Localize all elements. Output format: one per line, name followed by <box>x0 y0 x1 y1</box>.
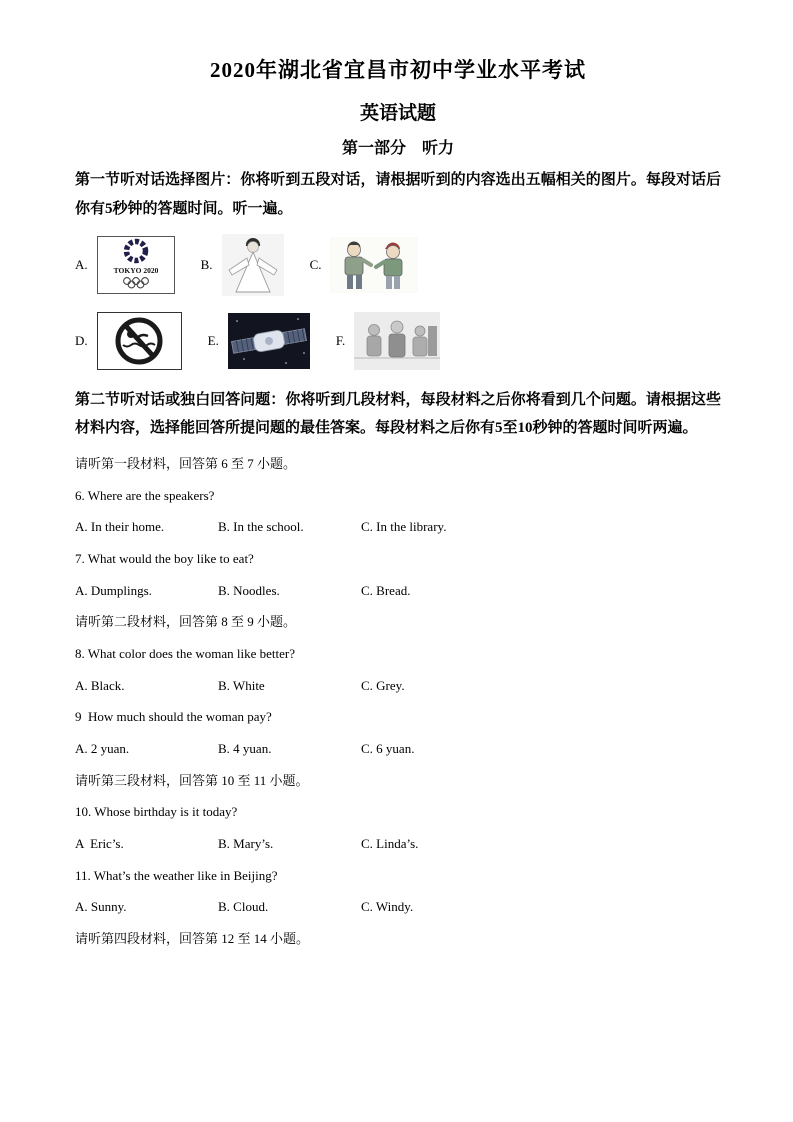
question-7-option-a: A. Dumplings. <box>75 582 152 598</box>
question-7: 7. What would the boy like to eat? <box>75 551 254 567</box>
tokyo-2020-olympics-image <box>97 236 175 294</box>
picture-option-b-label: B. <box>200 256 213 272</box>
prompt-section-4: 请听第四段材料，回答第 12 至 14 小题。 <box>75 930 310 946</box>
question-11-option-b: B. Cloud. <box>218 899 269 915</box>
white-costume-figure-image <box>222 234 284 296</box>
tokyo-2020-text: TOKYO 2020 <box>113 265 158 275</box>
part2-instructions: 第二节听对话或独白回答问题：你将听到几段材料，每段材料之后你将看到几个问题。请根据这些材料内容，选择能回答所提问题的最佳答案。每段材料之后你有5至10秒钟的答题时间听两遍。 <box>75 391 721 437</box>
picture-option-c-label: C. <box>309 256 322 272</box>
question-10: 10. Whose birthday is it today? <box>75 804 238 820</box>
question-9-option-a: A. 2 yuan. <box>75 740 130 756</box>
space-station-image <box>228 313 310 369</box>
question-7-option-b: B. Noodles. <box>218 582 280 598</box>
picture-option-e-label: E. <box>207 332 219 348</box>
question-9: 9 How much should the woman pay? <box>75 709 272 725</box>
prompt-section-3: 请听第三段材料，回答第 10 至 11 小题。 <box>75 772 309 788</box>
picture-option-f-label: F. <box>335 332 346 348</box>
question-9-options <box>75 742 721 756</box>
question-6-option-c: C. In the library. <box>361 519 447 535</box>
picture-option-f <box>336 312 440 370</box>
question-11: 11. What’s the weather like in Beijing? <box>75 867 278 883</box>
question-9-option-b: B. 4 yuan. <box>218 740 272 756</box>
picture-option-a-label: A. <box>75 256 88 272</box>
picture-option-c <box>310 237 419 293</box>
document-subtitle: 英语试题 <box>359 103 436 124</box>
section-heading: 第一部分 听力 <box>341 140 454 157</box>
listening-questions <box>75 457 721 945</box>
picture-option-d-label: D. <box>75 332 88 348</box>
picture-options-row-2 <box>75 312 721 370</box>
question-6-option-a: A. In their home. <box>75 519 165 535</box>
document-title: 2020年湖北省宜昌市初中学业水平考试 <box>210 58 586 82</box>
question-11-option-c: C. Windy. <box>361 899 414 915</box>
picture-option-d <box>75 312 182 370</box>
question-8-option-b: B. White <box>218 677 265 693</box>
question-8-option-c: C. Grey. <box>361 677 405 693</box>
two-children-talking-image <box>330 237 418 293</box>
question-11-options <box>75 900 721 914</box>
question-9-option-c: C. 6 yuan. <box>361 740 415 756</box>
no-swimming-sign-image <box>97 312 182 370</box>
question-8: 8. What color does the woman like better? <box>75 646 295 662</box>
picture-option-b <box>201 234 284 296</box>
question-10-option-a: A Eric’s. <box>75 835 124 851</box>
picture-options-row-1 <box>75 234 721 296</box>
cartoon-people-scene-image <box>354 312 440 370</box>
picture-option-e <box>208 313 310 369</box>
question-7-option-c: C. Bread. <box>361 582 411 598</box>
question-10-option-b: B. Mary’s. <box>218 835 274 851</box>
question-8-option-a: A. Black. <box>75 677 125 693</box>
question-7-options <box>75 584 721 598</box>
part1-instructions: 第一节听对话选择图片：你将听到五段对话，请根据听到的内容选出五幅相关的图片。每段对话后你有5秒钟的答题时间。听一遍。 <box>75 172 721 217</box>
question-8-options <box>75 679 721 693</box>
picture-option-a <box>75 236 175 294</box>
question-10-option-c: C. Linda’s. <box>361 835 419 851</box>
question-11-option-a: A. Sunny. <box>75 899 127 915</box>
question-6: 6. Where are the speakers? <box>75 487 215 503</box>
question-10-options <box>75 837 721 851</box>
question-6-options <box>75 520 721 534</box>
prompt-section-1: 请听第一段材料，回答第 6 至 7 小题。 <box>75 456 297 472</box>
question-6-option-b: B. In the school. <box>218 519 304 535</box>
prompt-section-2: 请听第二段材料，回答第 8 至 9 小题。 <box>75 614 297 630</box>
